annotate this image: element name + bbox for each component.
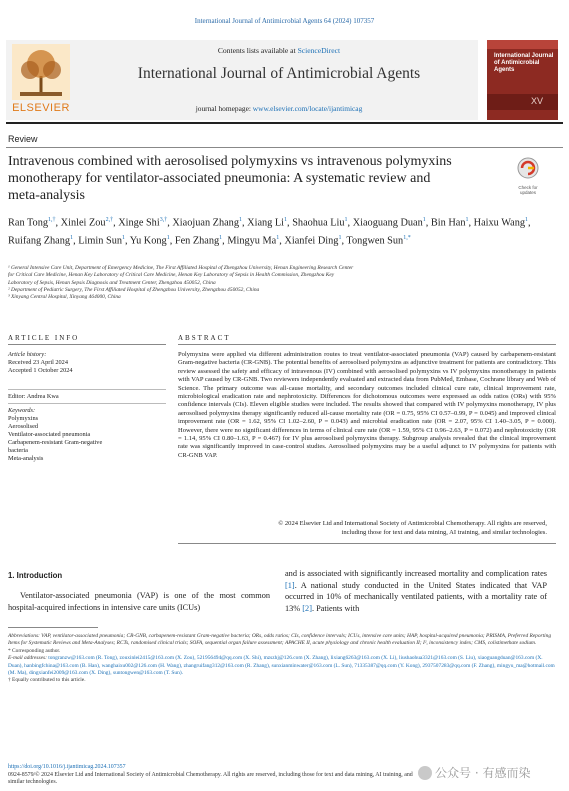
keyword: Meta-analysis bbox=[8, 455, 44, 462]
author-name[interactable]: Xianfei Ding bbox=[284, 235, 339, 247]
author-affiliation-marker[interactable]: 1 bbox=[122, 234, 125, 241]
keyword: Ventilator-associated pneumonia bbox=[8, 431, 91, 438]
corresponding-author: * Corresponding author. bbox=[8, 647, 61, 654]
author-list: Ran Tong$^{1,\dagger}$, Xinlei Zou$^{2,\dagger}$, Xinge Shi$^{3,\dagger}$, Xiaojuan Zhang$^1$, Xiang Li$^1$, Shaohua Liu$^1$, Xiaoguang Duan$^1$, Bin Han$^1$, Haixu Wang$^1$, Ruifang Zhang$^1$, Limin Sun$^1$, Yu Kong$^1$, Fen Zhang$^1$, Mingyu Ma$^1$, Xianfei Ding$^1$, Tongwen Sun$^{1,*}$ bbox=[8, 217, 531, 247]
keyword: Carbapenem-resistant Gram-negative bbox=[8, 439, 103, 446]
abstract-heading: ABSTRACT bbox=[178, 334, 231, 342]
keyword: Polymyxins bbox=[8, 415, 39, 422]
body-text-column-1: Ventilator-associated pneumonia (VAP) is one of the most common hospital-acquired infections in intensive care units (ICUs) bbox=[8, 591, 270, 612]
homepage-link[interactable]: www.elsevier.com/locate/ijantimicag bbox=[252, 104, 363, 113]
body-text-column-2: and is associated with significantly increased mortality and complication rates [1]. A national study conducted in the United States indicated that VAP occurred in 10% of mechanically ventilated patients, with a mortality rate of 13% [2]. Patients with bbox=[285, 569, 547, 613]
author-name[interactable]: Mingyu Ma bbox=[227, 235, 277, 247]
citation-link[interactable]: [2] bbox=[302, 603, 312, 613]
keyword: Aerosolised bbox=[8, 423, 39, 430]
accepted-date: Accepted 1 October 2024 bbox=[8, 367, 73, 374]
check-updates-icon bbox=[514, 156, 542, 180]
divider bbox=[178, 344, 556, 345]
citation-link[interactable]: [1] bbox=[285, 580, 295, 590]
article-history bbox=[8, 351, 168, 375]
author-name[interactable]: Yu Kong bbox=[129, 235, 167, 247]
author-affiliation-marker[interactable]: 1 bbox=[344, 217, 348, 223]
footnotes bbox=[8, 633, 556, 685]
cover-title: International Journal of Antimicrobial Agents bbox=[494, 53, 554, 73]
author-affiliation-marker[interactable]: 1 bbox=[238, 217, 242, 223]
author-affiliation-marker[interactable]: 1 bbox=[284, 217, 288, 223]
author-name[interactable]: Fen Zhang bbox=[174, 235, 220, 247]
author-name[interactable]: Tongwen Sun bbox=[346, 235, 404, 247]
author-affiliation-marker[interactable]: 1 bbox=[422, 217, 426, 223]
affiliations bbox=[8, 265, 558, 301]
author-name[interactable]: Ran Tong bbox=[8, 217, 48, 229]
sciencedirect-link[interactable]: ScienceDirect bbox=[297, 46, 341, 55]
check-for-updates-button[interactable] bbox=[514, 156, 542, 195]
journal-title: International Journal of Antimicrobial Agents bbox=[137, 65, 421, 82]
author-affiliation-marker[interactable]: 1,* bbox=[403, 234, 411, 241]
article-type: Review bbox=[8, 134, 38, 144]
wechat-watermark: 公众号 · 有感而染 bbox=[418, 764, 564, 786]
affiliation-line: ² Department of Pediatric Surgery, The First Affiliated Hospital of Zhengzhou University, Zhengzhou 450052, China bbox=[8, 286, 260, 293]
journal-cover-image bbox=[487, 40, 558, 120]
header-rule bbox=[6, 122, 563, 124]
author-name[interactable]: Limin Sun bbox=[78, 235, 122, 247]
author-name[interactable]: Shaohua Liu bbox=[292, 217, 345, 229]
author-affiliation-marker[interactable]: 1 bbox=[219, 234, 223, 241]
issn-copyright-cont: similar technologies. bbox=[8, 779, 58, 786]
affiliation-line: ¹ General Intensive Care Unit, Department of Emergency Medicine, The First Affiliated Hospital of Zhengzhou University, Henan Engineering Research Center bbox=[8, 265, 354, 271]
doi-link[interactable]: https://doi.org/10.1016/j.ijantimicag.2024.107357 bbox=[8, 764, 126, 770]
divider bbox=[8, 403, 166, 404]
affiliation-line: ³ Xinyang Central Hospital, Xinyang 464000, China bbox=[8, 294, 121, 301]
author-affiliation-marker[interactable]: 2,† bbox=[105, 217, 114, 223]
author-name[interactable]: Xiaojuan Zhang bbox=[172, 217, 239, 229]
copyright-notice: © 2024 Elsevier Ltd and International Society of Antimicrobial Chemotherapy. All rights are reserved, including those for text and data mining, AI training, and similar technologies. bbox=[278, 520, 547, 536]
issn-copyright: 0924-8579/© 2024 Elsevier Ltd and International Society of Antimicrobial Chemotherapy. All rights are reserved, including those for text and data mining, AI training, and bbox=[8, 771, 413, 778]
author-affiliation-marker[interactable]: 3,† bbox=[159, 217, 168, 223]
article-info-heading: ARTICLE INFO bbox=[8, 334, 80, 342]
homepage-line: journal homepage: www.elsevier.com/locate/ijantimicag bbox=[195, 104, 363, 113]
author-name[interactable]: Xiang Li bbox=[247, 217, 285, 229]
author-name[interactable]: Bin Han bbox=[430, 217, 466, 229]
contents-line: Contents lists available at ScienceDirect bbox=[217, 46, 341, 55]
keyword: bacteria bbox=[8, 447, 28, 454]
divider bbox=[178, 543, 556, 544]
affiliation-line: for Critical Care Medicine, Henan Key Laboratory of Critical Care Medicine, Henan Key Laboratory of Sepsis in Health Commission, Zhengzhou Key bbox=[8, 272, 335, 279]
author-name[interactable]: Xinlei Zou bbox=[60, 217, 106, 229]
abbreviations: Abbreviations: VAP, ventilator-associated pneumonia; CR-GNB, carbapenem-resistant Gram-negative bacteria; ORs, odds ratios; CIs, confidence intervals; ICUs, intensive care units; HAP, hospital-acquired pneumonia; PRISMA, Preferred Reporting Items for Systematic Reviews and Meta-Analyses; RCTs, randomised clinical trials; SOFA, sequential organ failure assessment; APACHE II, acute physiology and chronic health evaluation II; I², inconsistency index; CMS, colistimethate sodium. bbox=[8, 633, 552, 647]
history-label: Article history: bbox=[8, 351, 47, 358]
author-affiliation-marker[interactable]: 1 bbox=[525, 217, 528, 223]
author-name[interactable]: Haixu Wang bbox=[473, 217, 525, 229]
cover-band: XV bbox=[531, 96, 544, 106]
abstract-text: Polymyxins were applied via different administration routes to treat ventilator-associated pneumonia (VAP) caused by carbapenem-resistant Gram-negative bacteria (CR-GNB). The potential benefits of aerosolised polymyxins as adjunctive treatment for patients are contradictory. This review assessed the safety and efficacy of intravenous (IV) combined with aerosolised polymyxins vs IV polymyxins monotherapy in patients with VAP caused by CR-GNB. Two reviewers independently evaluated and extracted data from PubMed, Embase, Cochrane library and Web of Science. The primary outcome was all-cause mortality, and secondary outcomes included clinical cure rate, clinical improvement rate, microbiological eradication rate and nephrotoxicity. Differences for dichotomous outcomes were expressed as odds ratios (ORs) with 95% confidence intervals (CIs). Eleven eligible studies were included. The results showed that compared with IV polymyxins monotherapy, IV plus aerosolised polymyxins therapy significantly reduced all-cause mortality rate (OR = 0.75, 95% CI 0.57–0.99, P = 0.045) and improved clinical improvement rate (OR = 1.62, 95% CI 1.02–2.60, P = 0.043) and microbial eradication rate (OR = 2.07, 95% CI 1.40–3.05, P = 0.000). However, there were no significant differences in terms of clinical cure rate (OR = 1.59, 95% CI 0.96–2.63, P = 0.072) and nephrotoxicity (OR = 1.14, 95% CI 0.80–1.63, P = 0.467) for IV plus aerosolised polymyxins therapy. Subgroup analysis revealed that the clinical improvement rate was significantly improved in case-control studies. Aerosolised polymyxins may be a useful adjunct to IV polymyxins for patients with CR-GNB VAP. bbox=[178, 351, 556, 459]
editor: Editor: Andrea Kwa bbox=[8, 393, 59, 400]
publisher-name: ELSEVIER bbox=[12, 102, 70, 114]
author-affiliation-marker[interactable]: 1 bbox=[70, 234, 74, 241]
article-title: Intravenous combined with aerosolised polymyxins vs intravenous polymyxins monotherapy for ventilator-associated pneumonia: A systematic review and meta-analysis bbox=[8, 154, 452, 203]
divider bbox=[8, 344, 166, 345]
author-affiliation-marker[interactable]: 1 bbox=[338, 234, 342, 241]
received-date: Received 23 April 2024 bbox=[8, 359, 68, 366]
footnote-rule bbox=[8, 627, 98, 628]
elsevier-logo bbox=[8, 42, 74, 118]
keywords-label: Keywords: bbox=[8, 407, 36, 414]
email-addresses: E-mail addresses: tongranzw@163.com (R. Tong), zouxinlei2415@163.com (X. Zou), 521956494@qq.com (X. Shi), mzszhj@126.com (X. Zhang), lixiang6263@163.com (X. Li), liushaohua3321@163.com (S. Liu), xiaoguangduan@163.com (X. Duan), hanbingfchina@163.com (B. Han), wanghaixu002@126.com (H. Wang), zhangruifang312@163.com (R. Zhang), sunxianminwater@163.com (L. Sun), 71335387@qq.com (Y. Kong), 2937507283@qq.com (F. Zhang), mingyu_ma@hotmail.com (M. Ma), dingxianfei2009@163.com (X. Ding), suntongwen@163.com (T. Sun). bbox=[8, 655, 555, 677]
author-name[interactable]: Xiaoguang Duan bbox=[352, 217, 423, 229]
author-affiliation-marker[interactable]: 1 bbox=[276, 234, 280, 241]
author-affiliation-marker[interactable]: 1 bbox=[166, 234, 170, 241]
check-updates-label: Check for updates bbox=[518, 185, 538, 195]
equal-contribution: † Equally contributed to this article. bbox=[8, 677, 86, 684]
affiliation-line: Laboratory of Sepsis, Henan Sepsis Diagnosis and Treatment Center, Zhengzhou 450052, China bbox=[8, 279, 216, 286]
author-affiliation-marker[interactable]: 1,† bbox=[48, 217, 56, 223]
author-name[interactable]: Ruifang Zhang bbox=[8, 235, 71, 247]
email-links[interactable]: tongranzw@163.com (R. Tong), zouxinlei2415@163.com (X. Zou), 521956494@qq.com (X. Shi), mzszhj@126.com (X. Zhang), lixiang6263@163.com (X. Li), liushaohua3321@163.com (S. Liu), xiaoguangduan@163.com (X. Duan), hanbingfchina@163.com (B. Han), wanghaixu002@126.com (H. Wang), zhangruifang312@163.com (R. Zhang), sunxianminwater@163.com (L. Sun), 71335387@qq.com (Y. Kong), 2937507283@qq.com (F. Zhang), mingyu_ma@hotmail.com (M. Ma), dingxianfei2009@163.com (X. Ding), suntongwen@163.com (T. Sun). bbox=[8, 655, 555, 677]
journal-reference: International Journal of Antimicrobial Agents 64 (2024) 107357 bbox=[194, 17, 375, 25]
divider bbox=[6, 147, 563, 148]
wechat-icon bbox=[418, 766, 432, 780]
divider bbox=[8, 389, 166, 390]
author-affiliation-marker[interactable]: 1 bbox=[465, 217, 469, 223]
author-name[interactable]: Xinge Shi bbox=[118, 217, 160, 229]
section-heading: 1. Introduction bbox=[8, 571, 63, 580]
keywords bbox=[8, 407, 168, 463]
